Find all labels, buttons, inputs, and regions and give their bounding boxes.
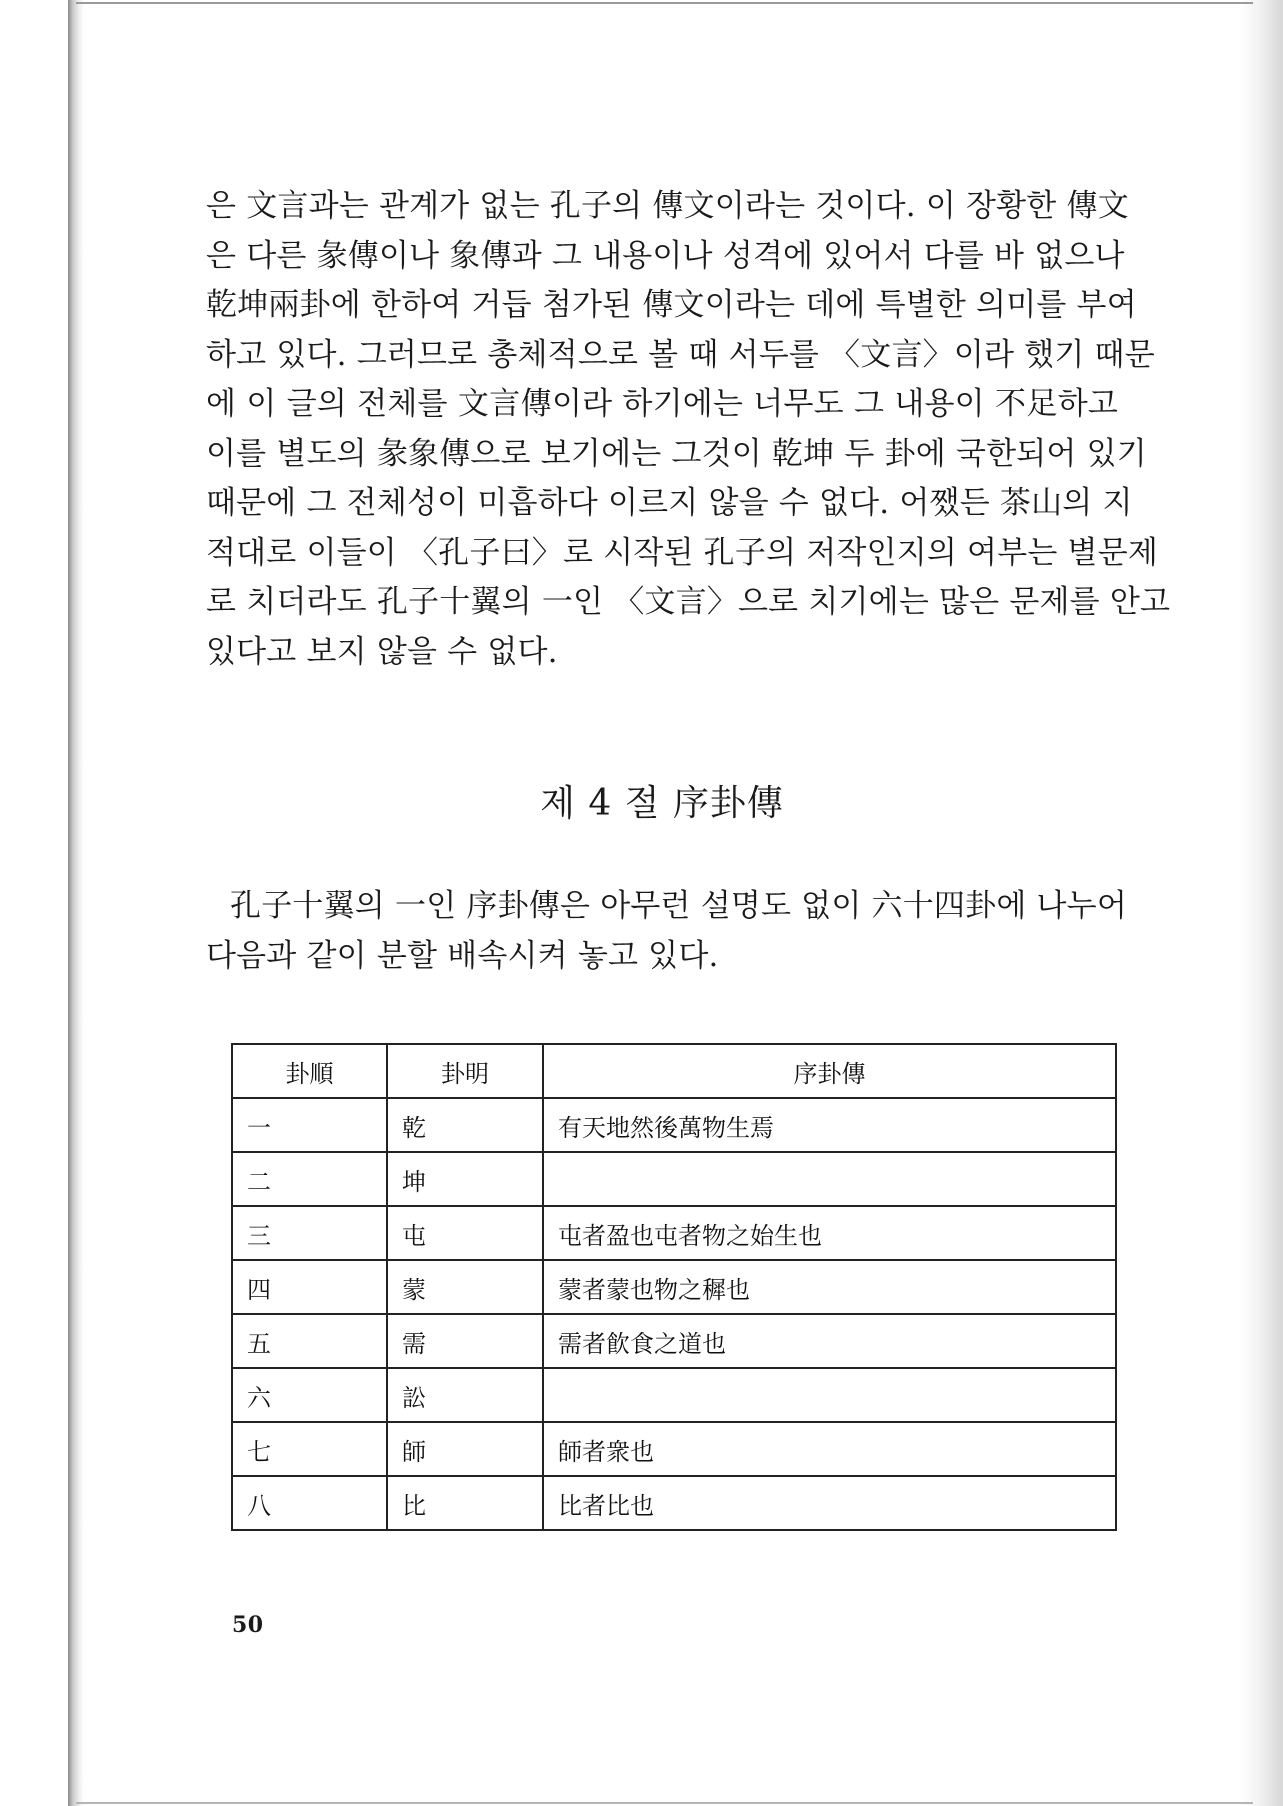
page-binding-edge [68, 0, 84, 1806]
cell-order: 八 [232, 1476, 387, 1530]
body-line: 은 文言과는 관계가 없는 孔子의 傳文이라는 것이다. 이 장황한 傳文 [206, 188, 1129, 224]
section-title: 제 4 절 序卦傳 [540, 783, 784, 824]
cell-text: 屯者盈也屯者物之始生也 [543, 1206, 1116, 1260]
body-line: 로 치더라도 孔子十翼의 一인 〈文言〉으로 치기에는 많은 문제를 안고 [206, 584, 1171, 620]
page-top-edge [76, 2, 1253, 4]
body-line: 은 다른 彖傳이나 象傳과 그 내용이나 성격에 있어서 다를 바 없으나 [206, 237, 1125, 274]
page-bottom-edge [76, 1802, 1253, 1804]
cell-order: 三 [232, 1206, 387, 1260]
table-row [232, 1422, 1116, 1476]
cell-text: 比者比也 [543, 1476, 1116, 1530]
body-paragraph [206, 182, 1171, 677]
cell-order: 五 [232, 1314, 387, 1368]
header-name: 卦明 [387, 1044, 543, 1098]
cell-name: 訟 [387, 1368, 543, 1422]
cell-order: 四 [232, 1260, 387, 1314]
body-line: 때문에 그 전체성이 미흡하다 이르지 않을 수 없다. 어쨌든 茶山의 지 [206, 485, 1133, 521]
cell-name: 屯 [387, 1206, 543, 1260]
cell-text [543, 1152, 1116, 1206]
body-line: 있다고 보지 않을 수 없다. [206, 633, 558, 670]
table-row [232, 1314, 1116, 1368]
table-row [232, 1152, 1116, 1206]
table-row [232, 1476, 1116, 1530]
intro-paragraph [206, 882, 1127, 981]
cell-text: 需者飮食之道也 [543, 1314, 1116, 1368]
cell-name: 蒙 [387, 1260, 543, 1314]
intro-line: 다음과 같이 분할 배속시켜 놓고 있다. [206, 937, 719, 974]
cell-text: 師者衆也 [543, 1422, 1116, 1476]
body-line: 하고 있다. 그러므로 총체적으로 볼 때 서두를 〈文言〉이라 했기 때문 [206, 336, 1155, 373]
page-right-shadow [1241, 0, 1283, 1806]
body-line: 이를 별도의 彖象傳으로 보기에는 그것이 乾坤 두 卦에 국한되어 있기 [206, 435, 1147, 472]
cell-text: 有天地然後萬物生焉 [543, 1098, 1116, 1152]
cell-text: 蒙者蒙也物之穉也 [543, 1260, 1116, 1314]
body-line: 에 이 글의 전체를 文言傳이라 하기에는 너무도 그 내용이 不足하고 [206, 386, 1118, 422]
cell-text [543, 1368, 1116, 1422]
table-row [232, 1098, 1116, 1152]
table-header-row [232, 1044, 1116, 1098]
cell-name: 需 [387, 1314, 543, 1368]
hexagram-table [231, 1043, 1117, 1531]
table-row [232, 1260, 1116, 1314]
cell-order: 六 [232, 1368, 387, 1422]
header-sequence-text: 序卦傳 [543, 1044, 1116, 1098]
header-order: 卦順 [232, 1044, 387, 1098]
page-number: 50 [232, 1612, 264, 1638]
cell-name: 乾 [387, 1098, 543, 1152]
cell-name: 比 [387, 1476, 543, 1530]
page-gutter [0, 0, 68, 1806]
body-line: 乾坤兩卦에 한하여 거듭 첨가된 傳文이라는 데에 특별한 의미를 부여 [206, 287, 1137, 323]
table-row [232, 1206, 1116, 1260]
cell-order: 二 [232, 1152, 387, 1206]
cell-order: 一 [232, 1098, 387, 1152]
cell-name: 師 [387, 1422, 543, 1476]
cell-name: 坤 [387, 1152, 543, 1206]
body-line: 적대로 이들이 〈孔子曰〉로 시작된 孔子의 저작인지의 여부는 별문제 [206, 534, 1158, 571]
cell-order: 七 [232, 1422, 387, 1476]
intro-line: 孔子十翼의 一인 序卦傳은 아무런 설명도 없이 六十四卦에 나누어 [230, 888, 1127, 924]
table-row [232, 1368, 1116, 1422]
